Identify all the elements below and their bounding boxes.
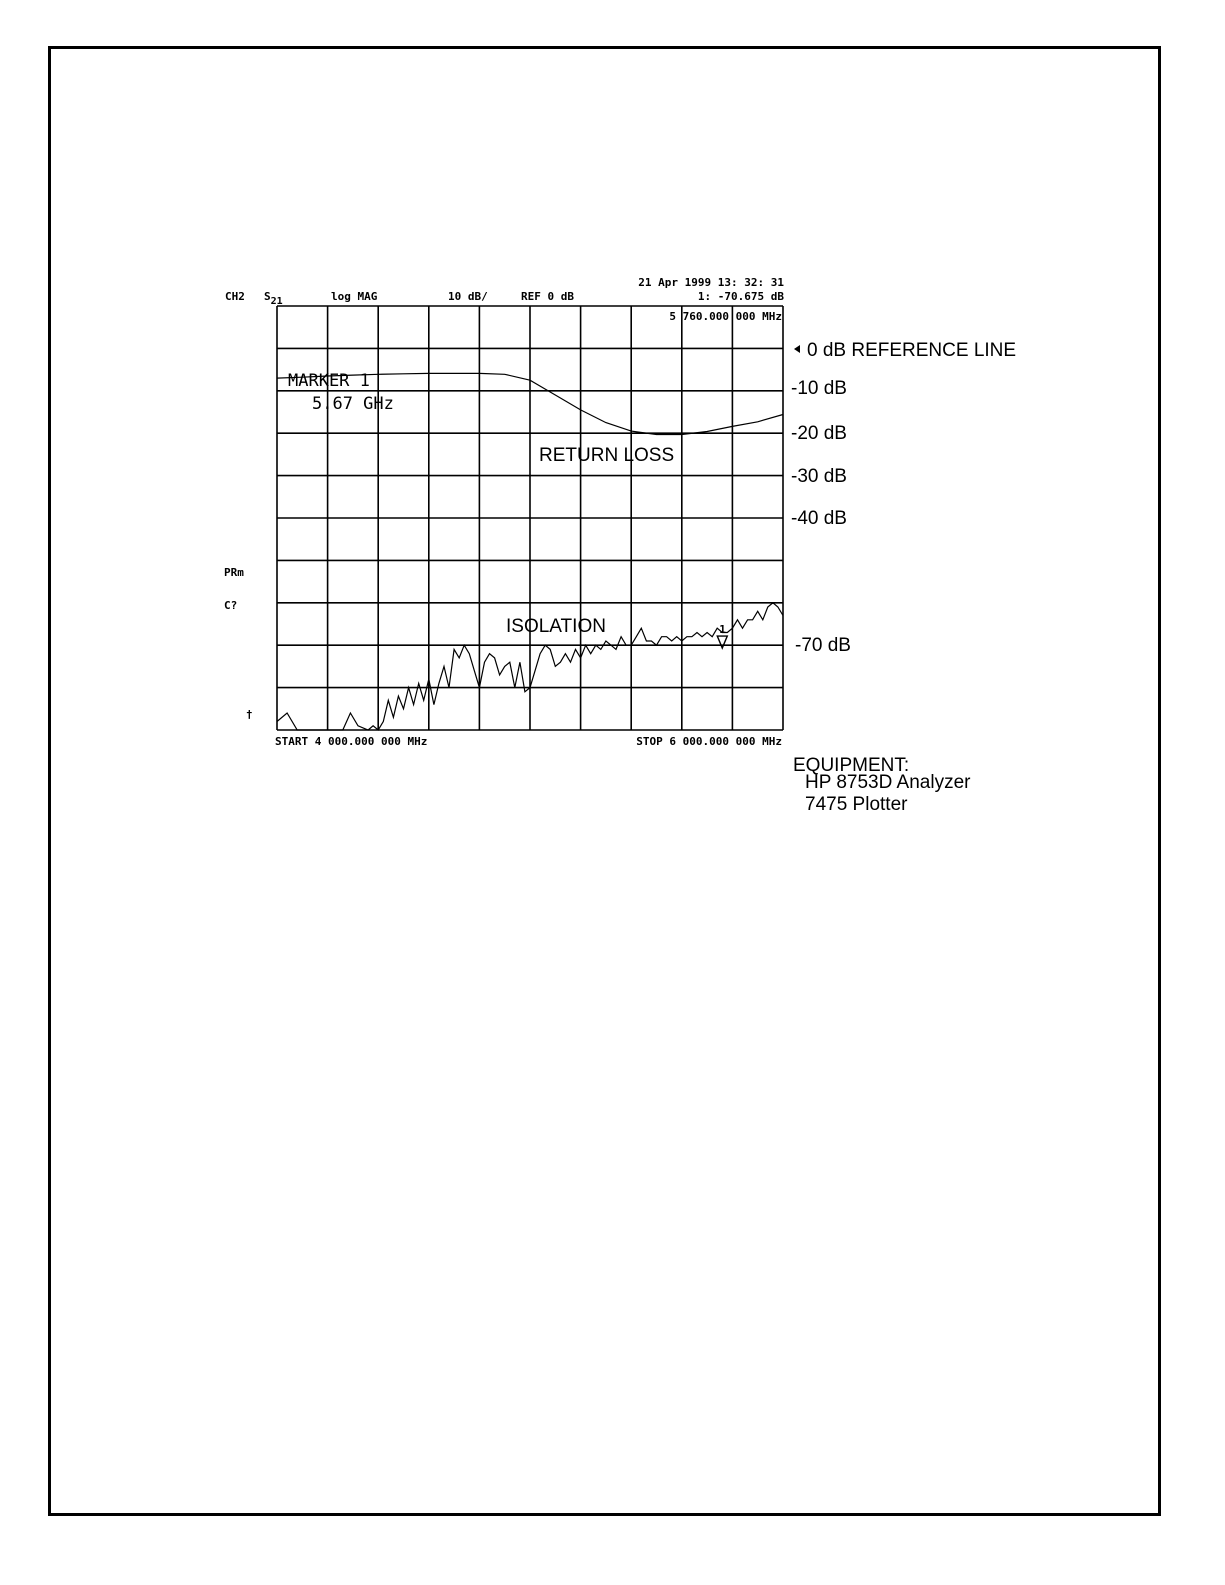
db-label-20: -20 dB	[791, 423, 847, 444]
equipment-analyzer: HP 8753D Analyzer	[805, 772, 971, 793]
return-loss-label: RETURN LOSS	[539, 445, 675, 466]
db-label-70: -70 dB	[795, 635, 851, 656]
db-label-30: -30 dB	[791, 466, 847, 487]
parm-label: PRm	[224, 566, 244, 579]
reference-line-label: 0 dB REFERENCE LINE	[807, 340, 1017, 361]
marker-freq-label: 5.67 GHz	[312, 394, 394, 414]
equipment-plotter: 7475 Plotter	[805, 794, 908, 815]
marker-triangle	[717, 636, 727, 648]
equipment-title: EQUIPMENT:	[793, 755, 910, 776]
marker-frequency: 5 760.000 000 MHz	[669, 310, 782, 323]
marker-label: MARKER 1	[288, 371, 370, 391]
dagger-label: †	[246, 708, 253, 721]
marker-number: 1	[719, 623, 726, 637]
marker-readout: 1: -70.675 dB	[697, 290, 784, 303]
channel-label: CH2	[225, 290, 245, 303]
plot-grid	[277, 306, 783, 730]
ref-label: REF 0 dB	[521, 290, 574, 303]
db-label-40: -40 dB	[791, 508, 847, 529]
stop-frequency: STOP 6 000.000 000 MHz	[636, 735, 782, 748]
format-label: log MAG	[331, 290, 378, 303]
reference-arrow	[794, 345, 800, 353]
correction-label: C?	[224, 599, 238, 612]
start-frequency: START 4 000.000 000 MHz	[275, 735, 428, 748]
scale-label: 10 dB/	[448, 290, 488, 303]
param-label: S21	[264, 290, 283, 307]
datetime-label: 21 Apr 1999 13: 32: 31	[638, 276, 784, 289]
db-label-10: -10 dB	[791, 378, 847, 399]
isolation-label: ISOLATION	[506, 616, 606, 637]
